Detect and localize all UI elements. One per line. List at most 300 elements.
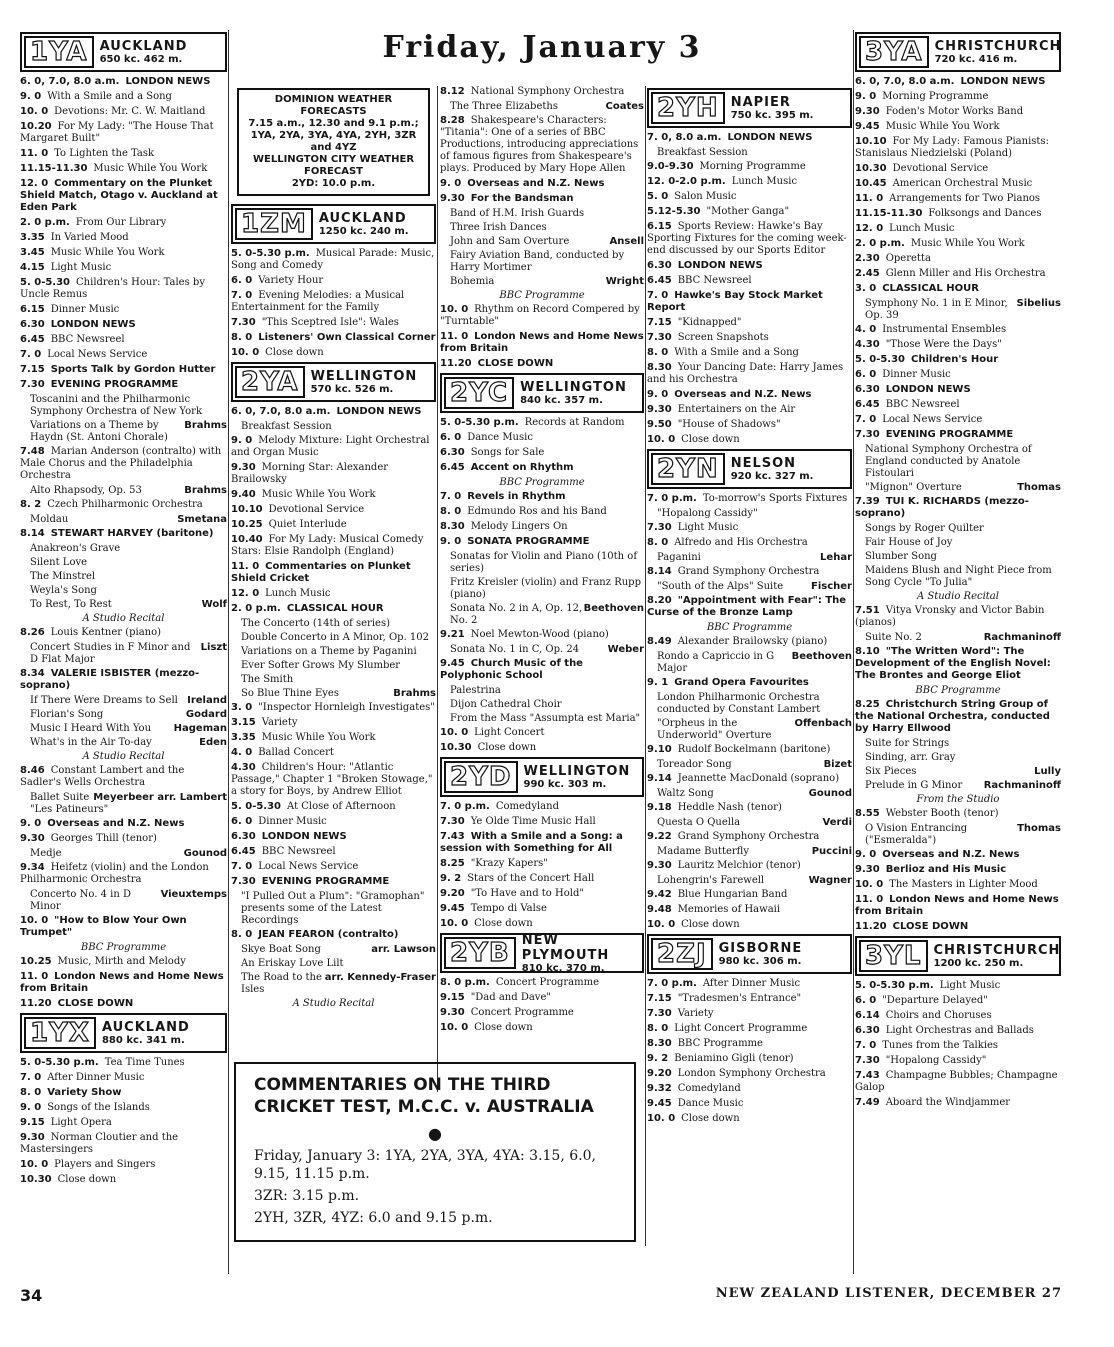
entry-time: 6.30 [647,260,672,271]
programme-detail [865,752,1061,764]
detail-text: Concerto No. 4 in D Minor [30,889,131,912]
station-info [727,451,814,487]
entry-time: 9.45 [440,658,465,669]
entry-title: Music While You Work [261,489,376,500]
programme-entry [20,379,227,391]
column-3 [440,86,644,1037]
entry-time: 11. 0 [231,561,260,572]
programme-detail [657,651,852,675]
entry-time: 6. 0, 7.0, 8.0 a.m. [231,406,331,417]
entry-time: 9.30 [20,1132,45,1143]
composer: Brahms [184,420,227,431]
detail-text: London Philharmonic Orchestra conducted by Constant Lambert [657,692,821,715]
composer: Rachmaninoff [983,632,1061,643]
programme-detail [30,848,227,860]
programme-entry [20,1087,227,1099]
station-info [930,938,1061,974]
programme-entry [647,677,852,689]
programme-entry [20,765,227,789]
programme-detail [657,875,852,887]
programme-detail [657,692,852,716]
detail-text: If There Were Dreams to Sell [30,695,178,706]
station-place: CHRISTCHURCH [933,943,1061,958]
station-callsign: 2YC [444,377,514,409]
entry-title: With a Smile and a Song [674,347,799,358]
programme-entry [20,1102,227,1114]
programme-entry [855,864,1061,876]
programme-detail [865,523,1061,535]
entry-time: 12. 0 [855,223,884,234]
programme-detail [450,603,644,627]
programme-entry [20,956,227,968]
detail-text: Silent Love [30,557,88,568]
entry-time: 9.50 [647,419,672,430]
entry-time: 6.30 [855,384,880,395]
page-number: 34 [20,1286,43,1305]
programme-detail [241,688,436,700]
programme-entry [20,1132,227,1156]
entry-title: Light Concert Programme [674,1023,808,1034]
station-frequency: 750 kc. 395 m. [730,110,814,121]
entry-title: "Departure Delayed" [882,995,988,1006]
composer: Eden [199,737,227,748]
programme-entry [647,275,852,287]
detail-text: A Studio Recital [82,613,165,624]
entry-time: 8.12 [440,86,465,97]
programme-entry [855,496,1061,520]
page-title: Friday, January 3 [382,30,702,65]
entry-title: Close down [681,1113,740,1124]
entry-title: Tunes from the Talkies [882,1040,999,1051]
programme-entry [647,773,852,785]
programme-detail [450,685,644,697]
entry-title: Dinner Music [882,369,951,380]
station-banner [647,934,852,974]
programme-detail [657,552,852,564]
entry-time: 9.30 [440,1007,465,1018]
programme-entry [440,447,644,459]
entry-title: Tempo di Valse [470,903,547,914]
station-callsign: 1YX [24,1017,96,1049]
entry-time: 11.20 [440,358,472,369]
programme-entry [231,275,436,287]
entry-time: 8. 0 [440,506,462,517]
entry-time: 7.30 [647,332,672,343]
detail-text: BBC Programme [706,622,793,633]
programme-detail [450,551,644,575]
programme-entry [647,161,852,173]
programme-entry [855,429,1061,441]
entry-title: For My Lady: "The House That Margaret Built" [20,121,214,144]
entry-title: Aboard the Windjammer [885,1097,1011,1108]
programme-entry [647,636,852,648]
entry-title: Blue Hungarian Band [677,889,788,900]
programme-entry [20,304,227,316]
entry-title: Close down [265,347,324,358]
entry-time: 6.15 [20,304,45,315]
entry-time: 9.10 [647,744,672,755]
programme-entry [20,277,227,301]
station-place: WELLINGTON [520,380,627,395]
entry-title: Morning Programme [882,91,989,102]
entry-title: "Those Were the Days" [885,339,1002,350]
entry-title: LONDON NEWS [336,406,422,417]
station-info [96,34,188,70]
programme-detail [865,444,1061,480]
cricket-line: Friday, January 3: 1YA, 2YA, 3YA, 4YA: 3.15, 6.0, 9.15, 11.15 p.m. [254,1148,596,1182]
station-callsign: 2YD [444,761,518,793]
entry-time: 11. 0 [440,331,469,342]
programme-entry [855,699,1061,735]
detail-text: Toscanini and the Philharmonic Symphony Orchestra of New York [30,394,203,417]
cricket-commentaries-box [234,1062,636,1242]
programme-entry [647,221,852,257]
entry-title: Local News Service [882,414,983,425]
entry-title: After Dinner Music [702,978,801,989]
entry-title: Light Orchestras and Ballads [885,1025,1034,1036]
programme-detail [855,591,1061,603]
programme-entry [20,1057,227,1069]
programme-entry [647,802,852,814]
station-frequency: 1250 kc. 240 m. [318,226,409,237]
entry-time: 9.18 [647,802,672,813]
detail-text: Lohengrin's Farewell [657,875,765,886]
entry-title: For My Lady: Musical Comedy Stars: Elsie Randolph (England) [231,534,424,557]
entry-time: 8.14 [20,528,45,539]
entry-time: 9. 0 [231,435,253,446]
entry-title: Edmundo Ros and his Band [467,506,607,517]
detail-text: Maidens Blush and Night Piece from Song Cycle "To Julia" [865,565,1052,588]
entry-title: "How to Blow Your Own Trumpet" [20,915,187,938]
station-callsign: 1ZM [235,208,313,240]
programme-entry [231,732,436,744]
detail-text: Questa O Quella [657,817,741,828]
entry-title: Music While You Work [93,163,208,174]
programme-entry [855,995,1061,1007]
programme-detail [450,644,644,656]
programme-detail [30,420,227,444]
entry-title: LONDON NEWS [261,831,347,842]
entry-time: 10.40 [231,534,263,545]
entry-time: 10.45 [855,178,887,189]
entry-time: 7. 0 [440,491,462,502]
entry-title: Musical Parade: Music, Song and Comedy [231,248,435,271]
programme-entry [647,1068,852,1080]
programme-detail [241,674,436,686]
entry-title: Evening Melodies: a Musical Entertainment for the Family [231,290,405,313]
detail-text: An Eriskay Love Lilt [241,958,344,969]
entry-title: To Lighten the Task [54,148,155,159]
programme-entry [647,566,852,578]
entry-time: 9. 0 [855,849,877,860]
entry-time: 5. 0-5.30 [231,801,282,812]
programme-entry [231,861,436,873]
programme-entry [440,742,644,754]
programme-entry [647,744,852,756]
programme-entry [440,115,644,175]
entry-time: 9.15 [20,1117,45,1128]
entry-time: 4.30 [231,762,256,773]
programme-entry [647,332,852,344]
weather-forecast-box [237,88,430,196]
station-frequency: 570 kc. 526 m. [310,384,394,395]
programme-entry [20,178,227,214]
entry-title: Children's Hour: "Atlantic Passage," Chapter 1 "Broken Stowage," a story for Boys, by Andrew Elliot [231,762,433,797]
bullet-icon: ● [428,1124,442,1143]
programme-detail [865,537,1061,549]
programme-entry [855,208,1061,220]
programme-entry [855,106,1061,118]
programme-entry [855,238,1061,250]
entry-title: Close down [681,434,740,445]
station-info [307,364,418,400]
entry-title: Light Music [939,980,1001,991]
entry-time: 7.49 [855,1097,880,1108]
programme-detail [450,713,644,725]
entry-title: CLASSICAL HOUR [882,283,979,294]
composer: arr. Kennedy-Fraser [324,972,436,983]
composer: Meyerbeer arr. Lambert [93,792,227,803]
entry-title: National Symphony Orchestra [470,86,625,97]
programme-detail [657,508,852,520]
entry-title: Christchurch String Group of the National Orchestra, conducted by Harry Ellwood [855,699,1050,734]
entry-title: BBC Newsreel [885,399,960,410]
programme-detail [657,788,852,800]
entry-time: 8.30 [440,521,465,532]
entry-title: London News and Home News from Britain [855,894,1059,917]
entry-title: Lunch Music [731,176,798,187]
programme-entry [855,1097,1061,1109]
programme-entry [440,178,644,190]
programme-entry [440,977,644,989]
programme-entry [440,888,644,900]
programme-entry [855,193,1061,205]
entry-title: BBC Programme [677,1038,763,1049]
entry-time: 10. 0 [440,918,469,929]
detail-text: Sonata No. 1 in C, Op. 24 [450,644,580,655]
programme-entry [20,971,227,995]
entry-time: 11.15-11.30 [855,208,923,219]
composer: Smetana [177,514,227,525]
station-banner [20,32,227,72]
entry-title: Instrumental Ensembles [882,324,1007,335]
entry-title: Devotional Service [892,163,989,174]
entry-time: 9.45 [855,121,880,132]
entry-time: 8.26 [20,627,45,638]
entry-title: Overseas and N.Z. News [47,818,185,829]
programme-entry [647,290,852,314]
programme-entry [440,918,644,930]
composer: Wolf [201,599,227,610]
entry-title: Heifetz (violin) and the London Philharmonic Orchestra [20,862,209,885]
detail-text: Fritz Kreisler (violin) and Franz Rupp (piano) [450,577,641,600]
programme-entry [855,605,1061,629]
column-5 [855,30,1061,1112]
entry-time: 6.15 [647,221,672,232]
entry-time: 10. 0 [647,919,676,930]
entry-time: 8.28 [440,115,465,126]
programme-entry [855,369,1061,381]
entry-title: Devotions: Mr. C. W. Maitland [54,106,206,117]
entry-time: 11. 0 [20,148,49,159]
entry-time: 10.30 [855,163,887,174]
programme-entry [20,1174,227,1186]
entry-title: Close down [477,742,537,753]
entry-title: Close down [474,1022,533,1033]
entry-title: Commentary on the Plunket Shield Match, Otago v. Auckland at Eden Park [20,178,218,213]
entry-title: Heddle Nash (tenor) [677,802,782,813]
programme-entry [20,1072,227,1084]
station-frequency: 810 kc. 370 m. [521,962,605,974]
programme-entry [231,248,436,272]
entry-title: LONDON NEWS [960,76,1046,87]
composer: Sibelius [1016,298,1061,309]
station-place: WELLINGTON [523,764,631,779]
detail-text: Sonatas for Violin and Piano (10th of series) [450,551,638,574]
entry-title: For the Bandsman [470,193,574,204]
entry-time: 8. 0 [20,1087,42,1098]
entry-title: Dance Music [467,432,533,443]
programme-entry [440,903,644,915]
entry-title: Comedyland [677,1083,741,1094]
programme-entry [647,860,852,872]
programme-entry [231,435,436,459]
composer: Godard [185,709,227,720]
programme-entry [440,816,644,828]
entry-title: After Dinner Music [47,1072,145,1083]
programme-detail [865,298,1061,322]
programme-entry [855,1025,1061,1037]
entry-title: Children's Hour [911,354,999,365]
programme-detail [440,290,644,302]
entry-time: 7.30 [855,1055,880,1066]
composer: Ireland [187,695,227,706]
programme-entry [231,801,436,813]
entry-title: "Appointment with Fear": The Curse of the Bronze Lamp [647,595,847,618]
programme-entry [20,528,227,540]
programme-entry [231,462,436,486]
entry-title: Webster Booth (tenor) [885,808,999,819]
entry-title: At Close of Afternoon [287,801,396,812]
entry-time: 6. 0, 7.0, 8.0 a.m. [855,76,955,87]
programme-entry [855,646,1061,682]
entry-time: 5. 0-5.30 p.m. [20,1057,99,1068]
programme-entry [20,499,227,511]
programme-detail [30,709,227,721]
entry-title: LONDON NEWS [727,132,813,143]
entry-time: 7.43 [855,1070,880,1081]
entry-time: 7.15 [20,364,45,375]
programme-entry [647,1038,852,1050]
programme-entry [855,223,1061,235]
detail-text: The Smith [241,674,294,685]
detail-text: Double Concerto in A Minor, Op. 102 [241,632,430,643]
programme-entry [855,354,1061,366]
entry-title: "Krazy Kapers" [470,858,548,869]
entry-time: 8.34 [20,668,45,679]
entry-time: 9.0-9.30 [647,161,694,172]
detail-text: Concert Studies in F Minor and D Flat Major [30,642,191,665]
programme-entry [231,317,436,329]
entry-title: "Kidnapped" [677,317,742,328]
composer: Brahms [393,688,436,699]
programme-detail [30,642,227,666]
entry-time: 4.15 [20,262,45,273]
cricket-line: 3ZR: 3.15 p.m. [254,1188,360,1204]
programme-entry [855,894,1061,918]
entry-time: 6.30 [855,1025,880,1036]
programme-detail [865,738,1061,750]
entry-time: 8.46 [20,765,45,776]
programme-entry [855,268,1061,280]
entry-time: 6.30 [440,447,465,458]
programme-entry [20,319,227,331]
detail-text: BBC Programme [80,942,167,953]
entry-title: "Dad and Dave" [470,992,551,1003]
entry-title: "To Have and to Hold" [470,888,584,899]
detail-text: The Three Elizabeths [450,101,558,112]
programme-detail [657,581,852,593]
entry-title: CLASSICAL HOUR [286,603,384,614]
entry-time: 10. 0 [20,106,49,117]
entry-time: 3.35 [20,232,45,243]
entry-title: Marian Anderson (contralto) with Male Chorus and the Philadelphia Orchestra [20,446,222,481]
entry-title: Light Music [677,522,739,533]
entry-title: Devotional Service [268,504,365,515]
programme-entry [231,489,436,501]
entry-title: From Our Library [75,217,167,228]
station-place: CHRISTCHURCH [934,39,1061,54]
programme-entry [855,1010,1061,1022]
programme-entry [231,519,436,531]
programme-entry [20,247,227,259]
entry-time: 8. 0 p.m. [440,977,490,988]
programme-detail [657,759,852,771]
entry-time: 7. 0 [20,1072,42,1083]
programme-entry [440,193,644,205]
entry-time: 10. 0 [20,1159,49,1170]
detail-text: Sonata No. 2 in A, Op. 12, No. 2 [450,603,583,626]
entry-title: Rudolf Bockelmann (baritone) [677,744,831,755]
station-info [518,932,642,974]
entry-time: 9. 0 [20,1102,42,1113]
detail-text: Variations on a Theme by Paganini [241,646,417,657]
entry-title: With a Smile and a Song [47,91,172,102]
programme-entry [20,668,227,692]
detail-text: Breakfast Session [241,421,332,432]
weather-line: 2YD: 10.0 p.m. [291,178,376,189]
programme-entry [647,993,852,1005]
entry-time: 12. 0-2.0 p.m. [647,176,726,187]
programme-entry [647,132,852,144]
entry-title: Tea Time Tunes [104,1057,185,1068]
entry-time: 7.51 [855,605,880,616]
detail-text: Anakreon's Grave [30,543,121,554]
composer: Thomas [1017,823,1061,834]
entry-title: London Symphony Orchestra [677,1068,826,1079]
composer: Rachmaninoff [983,780,1061,791]
entry-title: Songs of the Islands [47,1102,150,1113]
station-info [98,1015,190,1051]
entry-time: 2. 0 p.m. [231,603,281,614]
detail-text: BBC Programme [499,477,585,488]
entry-time: 7.48 [20,446,45,457]
entry-time: 8. 0 [231,929,253,940]
entry-time: 8.25 [440,858,465,869]
programme-entry [855,384,1061,396]
programme-entry [20,862,227,886]
entry-time: 6. 0 [231,816,253,827]
